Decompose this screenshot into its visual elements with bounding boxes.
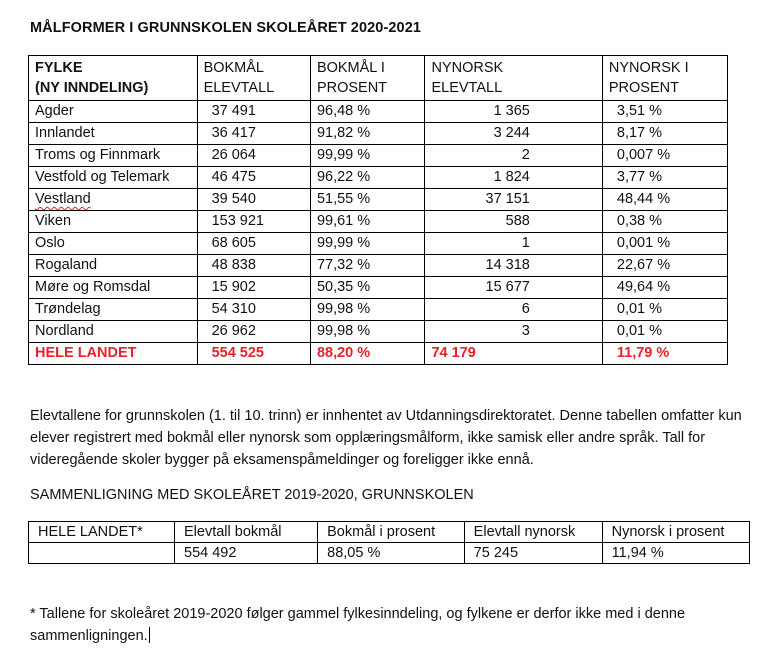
bokmal-prosent-cell: 50,35 % — [310, 277, 425, 299]
bokmal-elevtall-cell: 48 838 — [197, 255, 310, 277]
explanation-paragraph: Elevtallene for grunnskolen (1. til 10. trinn) er innhentet av Utdanningsdirektoratet. Denne tabellen omfatter kun elever registrert med bokmål eller nynorsk som opplæringsmålform, ikke samisk eller andre språk. Tall for videregående skoler bygger på eksamenspåmeldinger og foreligger ikke ennå. — [30, 408, 742, 468]
fylke-cell: Viken — [29, 211, 198, 233]
comparison-header-row — [29, 522, 750, 543]
total-nynorsk-prosent: 11,79 % — [602, 343, 727, 365]
nynorsk-prosent-cell: 22,67 % — [602, 255, 727, 277]
nynorsk-prosent-cell: 0,01 % — [602, 321, 727, 343]
nynorsk-elevtall-cell: 37 151 — [425, 189, 602, 211]
table-row — [29, 145, 728, 167]
table-row — [29, 211, 728, 233]
table-row — [29, 321, 728, 343]
nynorsk-elevtall-cell: 1 365 — [425, 101, 602, 123]
bokmal-elevtall-cell: 26 064 — [197, 145, 310, 167]
nynorsk-elevtall-cell: 588 — [425, 211, 602, 233]
bokmal-prosent-cell: 51,55 % — [310, 189, 425, 211]
comparison-header: Elevtall bokmål — [175, 522, 318, 543]
nynorsk-prosent-cell: 8,17 % — [602, 123, 727, 145]
nynorsk-elevtall-cell: 2 — [425, 145, 602, 167]
bokmal-elevtall-cell: 153 921 — [197, 211, 310, 233]
bokmal-prosent-cell: 96,48 % — [310, 101, 425, 123]
nynorsk-elevtall-cell: 15 677 — [425, 277, 602, 299]
comparison-header: Elevtall nynorsk — [464, 522, 602, 543]
bokmal-prosent-cell: 77,32 % — [310, 255, 425, 277]
text-cursor — [149, 627, 150, 643]
bokmal-elevtall-cell: 15 902 — [197, 277, 310, 299]
bokmal-prosent-cell: 99,98 % — [310, 299, 425, 321]
table-row — [29, 299, 728, 321]
comparison-cell: 554 492 — [175, 543, 318, 564]
total-label: HELE LANDET — [29, 343, 198, 365]
nynorsk-prosent-cell: 0,01 % — [602, 299, 727, 321]
table-row — [29, 189, 728, 211]
bokmal-elevtall-cell: 37 491 — [197, 101, 310, 123]
comparison-header: Nynorsk i prosent — [602, 522, 749, 543]
nynorsk-elevtall-cell: 3 244 — [425, 123, 602, 145]
comparison-cell: 11,94 % — [602, 543, 749, 564]
bokmal-elevtall-cell: 54 310 — [197, 299, 310, 321]
nynorsk-prosent-cell: 0,001 % — [602, 233, 727, 255]
fylke-cell: Nordland — [29, 321, 198, 343]
bokmal-elevtall-cell: 36 417 — [197, 123, 310, 145]
nynorsk-prosent-cell: 0,007 % — [602, 145, 727, 167]
comparison-title: SAMMENLIGNING MED SKOLEÅRET 2019-2020, GRUNNSKOLEN — [30, 487, 474, 503]
table-header-row — [29, 56, 728, 101]
nynorsk-elevtall-cell: 3 — [425, 321, 602, 343]
fylke-cell: Vestfold og Telemark — [29, 167, 198, 189]
table-row — [29, 255, 728, 277]
table-row — [29, 167, 728, 189]
nynorsk-prosent-cell: 0,38 % — [602, 211, 727, 233]
fylke-cell: Innlandet — [29, 123, 198, 145]
bokmal-prosent-cell: 91,82 % — [310, 123, 425, 145]
fylke-cell: Møre og Romsdal — [29, 277, 198, 299]
header-bokmal-elevtall: BOKMÅL ELEVTALL — [197, 56, 310, 101]
fylke-cell: Oslo — [29, 233, 198, 255]
nynorsk-elevtall-cell: 14 318 — [425, 255, 602, 277]
page-title: MÅLFORMER I GRUNNSKOLEN SKOLEÅRET 2020-2021 — [30, 20, 422, 36]
bokmal-elevtall-cell: 68 605 — [197, 233, 310, 255]
header-bokmal-prosent: BOKMÅL I PROSENT — [310, 56, 425, 101]
comparison-cell — [29, 543, 175, 564]
bokmal-prosent-cell: 99,99 % — [310, 145, 425, 167]
table-row — [29, 123, 728, 145]
total-bokmal-elevtall: 554 525 — [197, 343, 310, 365]
bokmal-prosent-cell: 99,99 % — [310, 233, 425, 255]
table-row — [29, 277, 728, 299]
footnote: * Tallene for skoleåret 2019-2020 følger gammel fylkesinndeling, og fylkene er derfor ikke med i denne sammenligningen. — [30, 606, 686, 644]
malformer-table — [28, 55, 728, 365]
fylke-cell — [29, 189, 198, 211]
table-row — [29, 233, 728, 255]
bokmal-elevtall-cell: 46 475 — [197, 167, 310, 189]
bokmal-prosent-cell: 96,22 % — [310, 167, 425, 189]
nynorsk-prosent-cell: 49,64 % — [602, 277, 727, 299]
fylke-cell: Agder — [29, 101, 198, 123]
nynorsk-elevtall-cell: 6 — [425, 299, 602, 321]
bokmal-prosent-cell: 99,98 % — [310, 321, 425, 343]
bokmal-elevtall-cell: 39 540 — [197, 189, 310, 211]
spellcheck-underlined-text: Vestland — [35, 191, 91, 207]
comparison-table — [28, 521, 750, 564]
nynorsk-prosent-cell: 3,77 % — [602, 167, 727, 189]
bokmal-elevtall-cell: 26 962 — [197, 321, 310, 343]
comparison-cell: 88,05 % — [318, 543, 465, 564]
fylke-cell: Trøndelag — [29, 299, 198, 321]
nynorsk-prosent-cell: 3,51 % — [602, 101, 727, 123]
comparison-cell: 75 245 — [464, 543, 602, 564]
header-nynorsk-elevtall: NYNORSK ELEVTALL — [425, 56, 602, 101]
header-fylke: FYLKE (NY INNDELING) — [29, 56, 198, 101]
bokmal-prosent-cell: 99,61 % — [310, 211, 425, 233]
fylke-cell: Troms og Finnmark — [29, 145, 198, 167]
total-nynorsk-elevtall: 74 179 — [425, 343, 602, 365]
nynorsk-elevtall-cell: 1 824 — [425, 167, 602, 189]
table-row — [29, 101, 728, 123]
total-row — [29, 343, 728, 365]
nynorsk-prosent-cell: 48,44 % — [602, 189, 727, 211]
comparison-value-row — [29, 543, 750, 564]
comparison-header: Bokmål i prosent — [318, 522, 465, 543]
total-bokmal-prosent: 88,20 % — [310, 343, 425, 365]
comparison-header: HELE LANDET* — [29, 522, 175, 543]
nynorsk-elevtall-cell: 1 — [425, 233, 602, 255]
fylke-cell: Rogaland — [29, 255, 198, 277]
header-nynorsk-prosent: NYNORSK I PROSENT — [602, 56, 727, 101]
